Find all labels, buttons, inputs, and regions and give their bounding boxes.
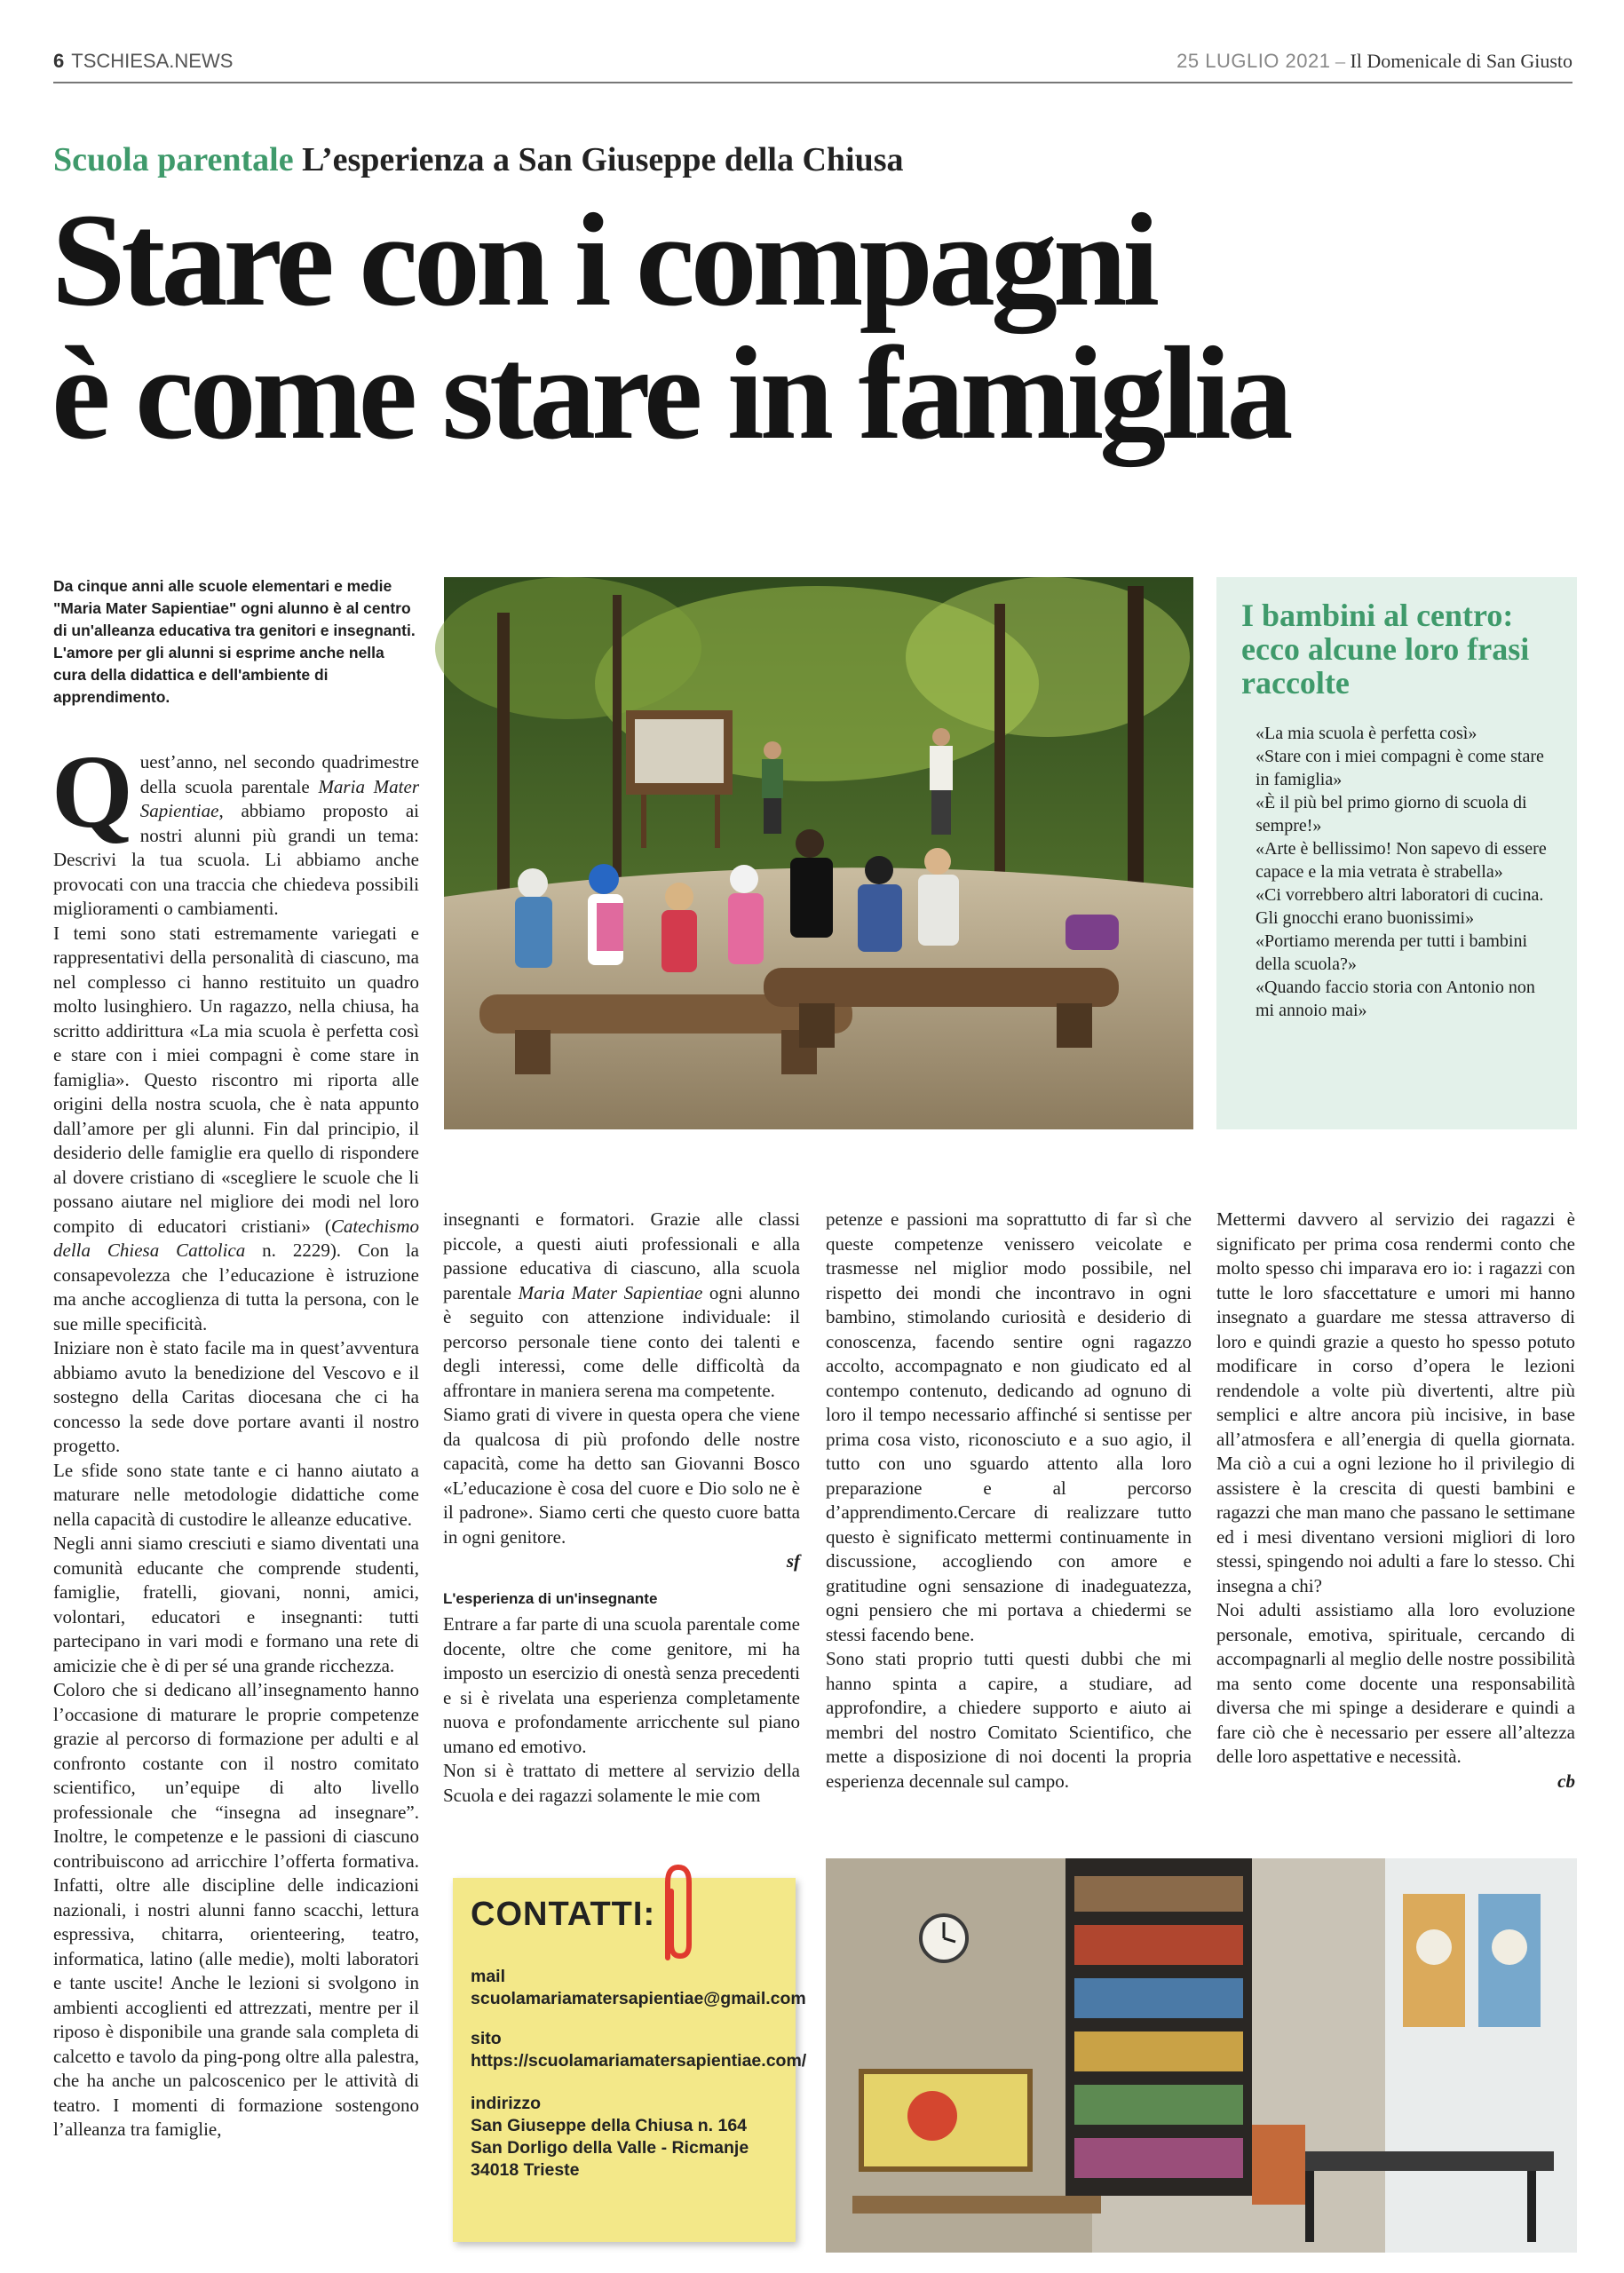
school-name: Maria Mater Sapientiae — [139, 775, 420, 821]
signature-cb: cb — [1557, 1770, 1575, 1792]
sidebar-quote: «È il più bel primo giorno di scuola di sempre!» — [1256, 793, 1527, 836]
address-line-3: 34018 Trieste — [471, 2160, 580, 2180]
address-line-1: San Giuseppe della Chiusa n. 164 — [471, 2116, 748, 2135]
classroom-scene-image — [826, 1858, 1577, 2253]
contacts-box — [444, 1860, 807, 2251]
kicker-section: Scuola parentale — [53, 141, 294, 178]
mail-label: mail — [471, 1967, 506, 1986]
paragraph: Entrare a far parte di una scuola parentale come docente, oltre che come genitore, mi ha imposto un esercizio di onestà senza precedenti e si è rivelata una esperienza completamente nuova e profondamente arricchente sul piano umano ed emotivo. — [443, 1613, 800, 1757]
publication-name: Il Domenicale di San Giusto — [1350, 50, 1573, 72]
kicker — [53, 140, 904, 179]
forest-scene-image — [444, 577, 1193, 1129]
text: I temi sono stati estremamente variegati e rappresentativi della personalità di ciascuno, ma nel complesso ci hanno restituito un quadro molto lusinghiero. Un ragazzo, nella chiusa, ha scritto addirittura «La mia scuola è perfetta così e stare con i miei compagni è come stare in famiglia». Questo riscontro mi riporta alle origini della nostra scuola, che è nata appunto dall’amore per gli alunni. Fin dal principio, il desiderio delle famiglie era quello di rispondere al dovere cristiano di «scegliere le scuole che li possano aiutare nel migliore dei modi nel loro compito di educatori cristiani» ( — [53, 922, 419, 1237]
article-column-2 — [443, 1208, 801, 1806]
paragraph — [51, 733, 420, 922]
headline-line-1: Stare con i compagni — [51, 186, 1156, 334]
site-name: TSCHIESA.NEWS — [71, 50, 234, 72]
paragraph: petenze e passioni ma soprattutto di far sì che queste competenze venissero veicolate e trasmesse nel miglior modo possibile, nel rispetto dei mondi che incontravo in ogni bambino, stimolando curiosità e desiderio di conoscenza, facendo sentire ogni ragazzo accolto, accompagnato e non giudicato ed al contempo contenuto, dedicando ad ognuno di loro il tempo necessario affinché si sentisse per prima cosa visto, riconosciuto e a suo agio, il tutto con uno sguardo attento alla loro preparazione e al percorso d’apprendimento.Cercare di realizzare tutto questo è significato mettermi continuamente in discussione, accogliendo con amore e gratitudine ogni sensazione di inadeguatezza, ogni pensiero che mi portava a chiedermi se stessi facendo bene. — [826, 1208, 1192, 1645]
sidebar-quote: «Quando faccio storia con Antonio non mi annoio mai» — [1256, 978, 1535, 1020]
text: uest’anno, nel secondo quadrimestre della scuola parentale — [139, 751, 419, 797]
contacts-title: CONTATTI: — [471, 1896, 656, 1933]
issue-date: 25 LUGLIO 2021 — [1176, 50, 1331, 72]
paragraph: Non si è trattato di mettere al servizio della Scuola e dei ragazzi solamente le mie com — [443, 1760, 800, 1806]
text: n. 2229). Con la consapevolezza che l’educazione è istruzione ma anche accoglienza di tutta la persona, con le sue mille specificità. — [53, 1239, 419, 1334]
website-link[interactable]: https://scuolamariamatersapientiae.com/ — [471, 2051, 807, 2071]
paragraph: Negli anni siamo cresciuti e siamo diventati una comunità educante che comprende studenti, famiglie, fratelli, giovani, nonni, amici, volontari, educatori e insegnanti: tutti partecipano in vari modi e formano una rete di amicizie che è di per sé una grande ricchezza. — [53, 1532, 419, 1676]
section-subheading: L'esperienza di un'insegnante — [443, 1589, 658, 1607]
text: insegnanti e formatori. Grazie alle classi piccole, a questi aiuti professionali e alla passione educativa di ciascuno, alla scuola parentale — [443, 1208, 800, 1303]
headline — [51, 186, 1289, 467]
sidebar-quote: «Portiamo merenda per tutti i bambini della scuola?» — [1256, 931, 1528, 974]
outdoor-class-photo — [444, 577, 1193, 1129]
text: , abbiamo proposto ai nostri alunni più grandi un tema: Descrivi la tua scuola. Li abbiamo anche provocati con una traccia che chiedeva possibili miglioramenti o cambiamenti. — [53, 800, 419, 919]
paragraph — [443, 1208, 800, 1403]
sidebar-quote: «Stare con i miei compagni è come stare in famiglia» — [1256, 747, 1544, 789]
drop-cap: Q — [51, 733, 133, 850]
page-header-left — [53, 50, 233, 73]
paragraph: Coloro che si dedicano all’insegnamento hanno l’occasione di maturare le proprie competenze grazie al percorso di formazione per adulti e al confronto costante con il nostro comitato scientifico, un’equipe di alto livello professionale che “insegna ad insegnare”. Inoltre, le competenze e le passioni di ciascuno contribuiscono ad arricchire l’offerta formativa. Infatti, oltre alle discipline delle indicazioni nazionali, i nostri alunni fanno scacchi, lettura espressiva, chitarra, orienteering, teatro, informatica, latino (alle medie), molti laboratori e tante uscite! Anche le lezioni si svolgono in ambienti accoglienti ed attrezzati, mentre per il riposo è disponibile una grande sala completa di calcetto e tavolo da ping-pong oltre alla palestra, che ha anche un palcoscenico per le attività di teatro. I momenti di formazione sostengono l’alleanza tra famiglie, — [53, 1679, 419, 2140]
quotes-sidebar — [1216, 577, 1577, 1129]
article-column-3 — [826, 1208, 1192, 1802]
classroom-photo — [826, 1858, 1577, 2253]
header-dash: – — [1335, 50, 1345, 72]
header-rule — [53, 82, 1573, 83]
headline-line-2: è come stare in famiglia — [51, 320, 1289, 467]
sidebar-title: I bambini al centro: ecco alcune loro frasi raccolte — [1241, 598, 1530, 701]
article-column-1 — [51, 733, 420, 2264]
paragraph: Sono stati proprio tutti questi dubbi che mi hanno spinta a capire, a studiare, ad approfondire, a chiedere supporto e aiuto ai membri del nostro Comitato Scientifico, che mette a disposizione di noi docenti la propria esperienza decennale sul campo. — [826, 1648, 1192, 1792]
paragraph: Mettermi davvero al servizio dei ragazzi è significato per prima cosa rendermi conto che molto spesso chi imparava ero io: i ragazzi con tutte le loro sfaccettature e umori mi hanno insegnato a guardare me stessa attraverso di loro e quindi grazie a questo ho spesso potuto modificare in corso d’opera le lezioni rendendole a volte più divertenti, altre più semplici e altre ancora più incisive, in base all’atmosfera e all’energia di quella giornata. Ma ciò a cui a ogni lezione ho il privilegio di assistere è la crescita di questi bambini e ragazzi che man mano che passano le settimane ed i mesi diventano versioni migliori di loro stessi, spingendo noi adulti a fare lo stesso. Chi insegna a chi? — [1216, 1208, 1575, 1596]
page-number: 6 — [53, 50, 65, 72]
signature-sf: sf — [786, 1550, 800, 1572]
paragraph: Noi adulti assistiamo alla loro evoluzione personale, emotiva, spirituale, cercando di accompagnarli al meglio delle nostre possibilità ma sento come docente una responsabilità diversa che mi spinge a desiderare e quindi a fare ciò che è necessario per essere all’altezza delle loro aspettative e necessità. — [1216, 1599, 1575, 1767]
address-label: indirizzo — [471, 2094, 542, 2113]
sidebar-quote-list — [1256, 722, 1557, 1022]
paragraph — [53, 922, 419, 1337]
article-column-4 — [1216, 1208, 1575, 1802]
sidebar-quote: «La mia scuola è perfetta così» — [1256, 724, 1477, 743]
school-name: Maria Mater Sapientiae — [518, 1281, 703, 1303]
sidebar-quote: «Ci vorrebbero altri laboratori di cucina. Gli gnocchi erano buonissimi» — [1256, 885, 1544, 928]
sticky-note — [453, 1878, 807, 2242]
citation: Catechismo della Chiesa Cattolica — [53, 1215, 419, 1261]
address-line-2: San Dorligo della Valle - Ricmanje — [471, 2138, 749, 2158]
site-label: sito — [471, 2029, 502, 2048]
paragraph: Le sfide sono state tante e ci hanno aiutato a maturare nelle metodologie didattiche come nella capacità di custodire le alleanze educative. — [53, 1459, 419, 1530]
paperclip-icon — [650, 1860, 703, 1967]
lead-paragraph: Da cinque anni alle scuole elementari e medie "Maria Mater Sapientiae" ogni alunno è al centro di un'alleanza educativa tra genitori e insegnanti. L'amore per gli alunni si esprime anche nella cura della didattica e dell'ambiente di apprendimento. — [53, 577, 416, 706]
kicker-subtitle: L’esperienza a San Giuseppe della Chiusa — [302, 141, 904, 178]
paragraph: Iniziare non è stato facile ma in quest’avventura abbiamo avuto la benedizione del Vescovo e il sostegno della Caritas diocesana che ci ha concesso la sede dove portare avanti il nostro progetto. — [53, 1337, 419, 1456]
email-link[interactable]: scuolamariamatersapientiae@gmail.com — [471, 1989, 806, 2008]
sidebar-quote: «Arte è bellissimo! Non sapevo di essere capace e la mia vetrata è strabella» — [1256, 839, 1547, 882]
text: ogni alunno è seguito con attenzione individuale: il percorso personale tiene conto dei talenti e degli interessi, come delle difficoltà da affrontare in maniera serena ma competente. — [443, 1281, 801, 1401]
paragraph: Siamo grati di vivere in questa opera che viene da qualcosa di più profondo delle nostre capacità, come ha detto san Giovanni Bosco «L’educazione è cosa del cuore e Dio solo ne è il padrone». Siamo certi che questo cuore batta in ogni genitore. — [443, 1404, 800, 1548]
page-header-right — [1176, 50, 1573, 73]
